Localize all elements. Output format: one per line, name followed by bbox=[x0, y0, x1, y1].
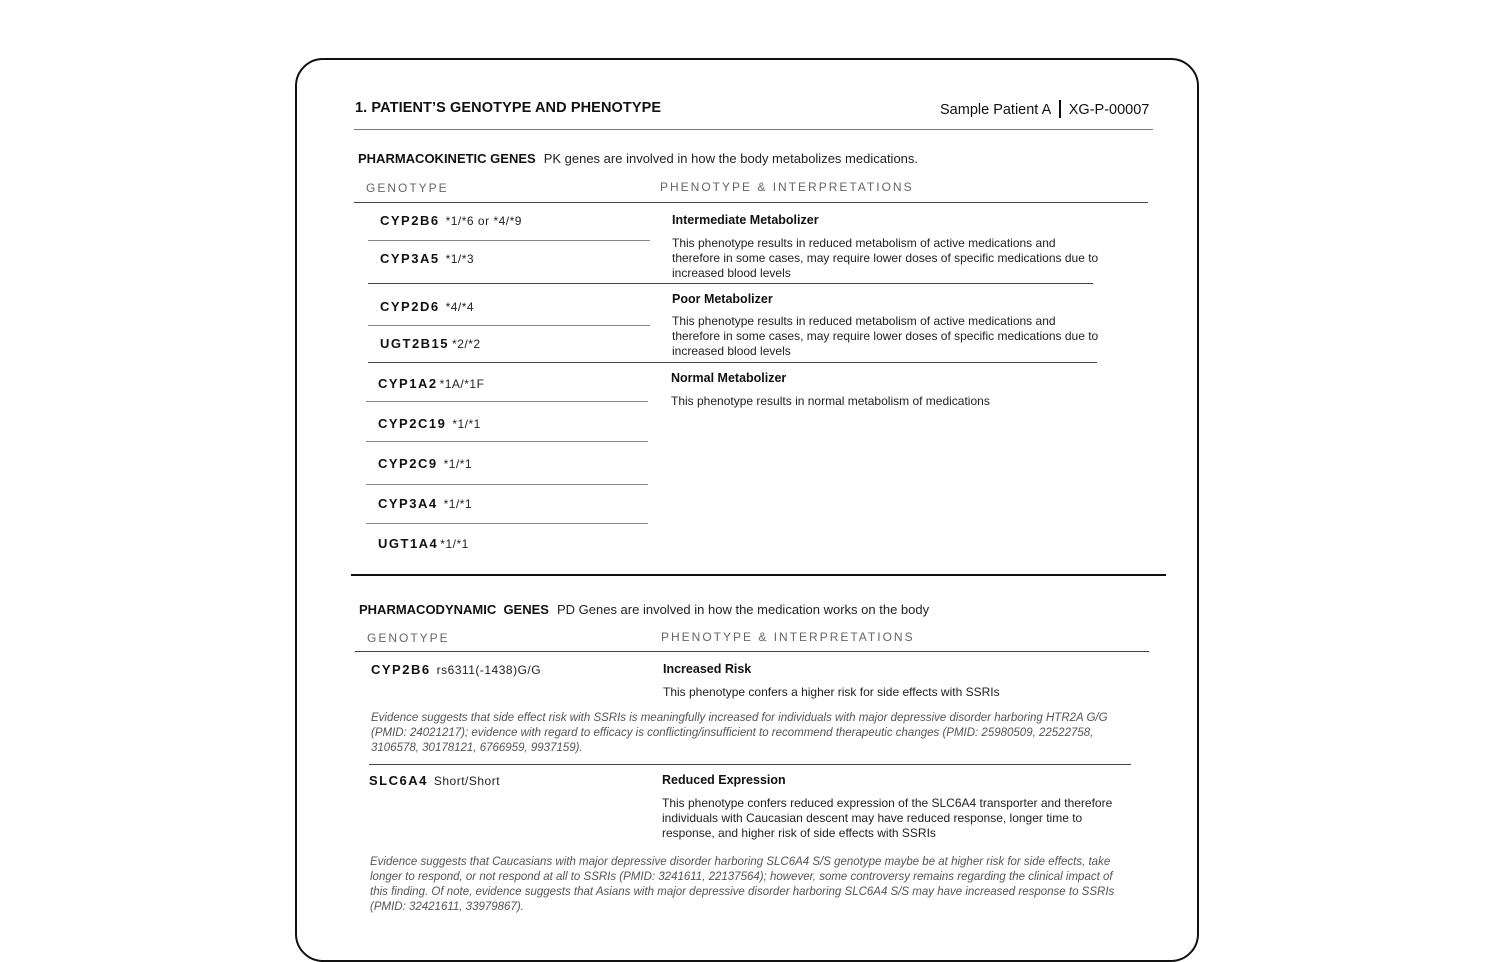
patient-name: Sample Patient A bbox=[940, 102, 1052, 118]
gene-symbol: CYP2C9 bbox=[378, 456, 438, 471]
phenotype-title: Increased Risk bbox=[663, 662, 752, 676]
pk-heading bbox=[358, 150, 918, 168]
gene-variant: *1/*1 bbox=[440, 537, 469, 551]
row-divider bbox=[366, 401, 648, 402]
gene-symbol: UGT1A4 bbox=[378, 536, 439, 551]
pd-gene-row bbox=[371, 662, 541, 677]
pk-gene-row bbox=[378, 536, 469, 551]
gene-variant: *1/*3 bbox=[445, 252, 475, 266]
section-title: 1. PATIENT’S GENOTYPE AND PHENOTYPE bbox=[355, 100, 662, 116]
gene-variant: Short/Short bbox=[433, 774, 501, 788]
phenotype-text: This phenotype confers a higher risk for side effects with SSRIs bbox=[663, 685, 1000, 699]
phenotype-text: This phenotype results in normal metabolism of medications bbox=[671, 394, 990, 408]
pd-heading bbox=[359, 601, 929, 619]
evidence-note: Evidence suggests that Caucasians with major depressive disorder harboring SLC6A4 S/S genotype maybe be at higher risk for side effects, take longer to respond, or not respond at all to SSRIs (PMID: 3241611, 22137564); however, some controversy remains regarding the clinical impact of this finding. Of note, evidence suggests that Asians with major depressive disorder harboring SLC6A4 S/S may have increased response to SSRIs (PMID: 32421611, 33979867). bbox=[370, 856, 1115, 913]
gene-variant: *1/*1 bbox=[443, 457, 473, 471]
pd-table-header-line bbox=[355, 651, 1149, 652]
row-divider bbox=[368, 240, 650, 241]
phenotype-text: This phenotype confers reduced expression of the SLC6A4 transporter and therefore individuals with Caucasian descent may have reduced response, longer time to response, and higher risk of side effects with SSRIs bbox=[662, 796, 1113, 840]
patient-info bbox=[940, 100, 1149, 118]
patient-id: XG-P-00007 bbox=[1068, 102, 1150, 118]
evidence-note: Evidence suggests that side effect risk with SSRIs is meaningfully increased for individuals with major depressive disorder harboring HTR2A G/G (PMID: 24021217); evidence with regard to efficacy is conflicting/insufficient to recommend therapeutic changes (PMID: 25980509, 22522758, 3106578, 30178121, 6766959, 9937159). bbox=[371, 712, 1108, 754]
gene-variant: *1A/*1F bbox=[439, 377, 485, 391]
row-divider bbox=[368, 325, 650, 326]
row-divider bbox=[366, 484, 648, 485]
pk-gene-row bbox=[380, 251, 474, 266]
row-divider bbox=[366, 523, 648, 524]
gene-symbol: UGT2B15 bbox=[380, 336, 450, 351]
gene-variant: *2/*2 bbox=[452, 337, 481, 351]
pk-table-header-line bbox=[354, 202, 1148, 203]
gene-symbol: SLC6A4 bbox=[369, 773, 428, 788]
gene-variant: *1/*1 bbox=[443, 497, 473, 511]
gene-variant: *4/*4 bbox=[445, 300, 475, 314]
group-divider bbox=[368, 283, 1093, 284]
section-divider bbox=[351, 574, 1166, 576]
header-divider bbox=[354, 129, 1153, 130]
pk-gene-row bbox=[380, 299, 474, 314]
phenotype-title: Poor Metabolizer bbox=[672, 292, 773, 306]
group-divider bbox=[368, 362, 1097, 363]
phenotype-title: Normal Metabolizer bbox=[671, 371, 787, 385]
pk-gene-row bbox=[378, 496, 472, 511]
pd-col-genotype: GENOTYPE bbox=[367, 631, 450, 645]
pk-description: PK genes are involved in how the body metabolizes medications. bbox=[543, 151, 919, 166]
row-divider bbox=[369, 764, 1131, 765]
pk-gene-row bbox=[378, 376, 484, 391]
phenotype-text: This phenotype results in reduced metabolism of active medications and therefore in some cases, may require lower doses of specific medications due to increased blood levels bbox=[672, 314, 1099, 358]
pk-title: PHARMACOKINETIC GENES bbox=[358, 151, 536, 166]
gene-symbol: CYP2C19 bbox=[378, 416, 447, 431]
pd-col-phenotype: PHENOTYPE & INTERPRETATIONS bbox=[661, 630, 915, 644]
pk-gene-row bbox=[378, 456, 472, 471]
gene-symbol: CYP2B6 bbox=[380, 213, 440, 228]
gene-variant: *1/*1 bbox=[452, 417, 481, 431]
divider bbox=[1059, 100, 1061, 118]
row-divider bbox=[366, 441, 648, 442]
pk-gene-row bbox=[380, 213, 522, 228]
gene-symbol: CYP3A5 bbox=[380, 251, 440, 266]
pd-title: PHARMACODYNAMIC GENES bbox=[359, 602, 549, 617]
gene-symbol: CYP3A4 bbox=[378, 496, 438, 511]
pk-gene-row bbox=[378, 416, 481, 431]
pd-gene-row bbox=[369, 773, 500, 788]
gene-symbol: CYP2D6 bbox=[380, 299, 440, 314]
gene-symbol: CYP2B6 bbox=[371, 662, 431, 677]
pd-description: PD Genes are involved in how the medication works on the body bbox=[556, 602, 930, 617]
gene-variant: *1/*6 or *4/*9 bbox=[445, 214, 522, 228]
gene-variant: rs6311(-1438)G/G bbox=[436, 663, 542, 677]
pk-col-genotype: GENOTYPE bbox=[366, 181, 449, 195]
pk-gene-row bbox=[380, 336, 481, 351]
pk-col-phenotype: PHENOTYPE & INTERPRETATIONS bbox=[660, 180, 914, 194]
phenotype-title: Reduced Expression bbox=[662, 773, 786, 787]
gene-symbol: CYP1A2 bbox=[378, 376, 438, 391]
phenotype-title: Intermediate Metabolizer bbox=[672, 213, 819, 227]
phenotype-text: This phenotype results in reduced metabolism of active medications and therefore in some cases, may require lower doses of specific medications due to increased blood levels bbox=[672, 236, 1099, 280]
